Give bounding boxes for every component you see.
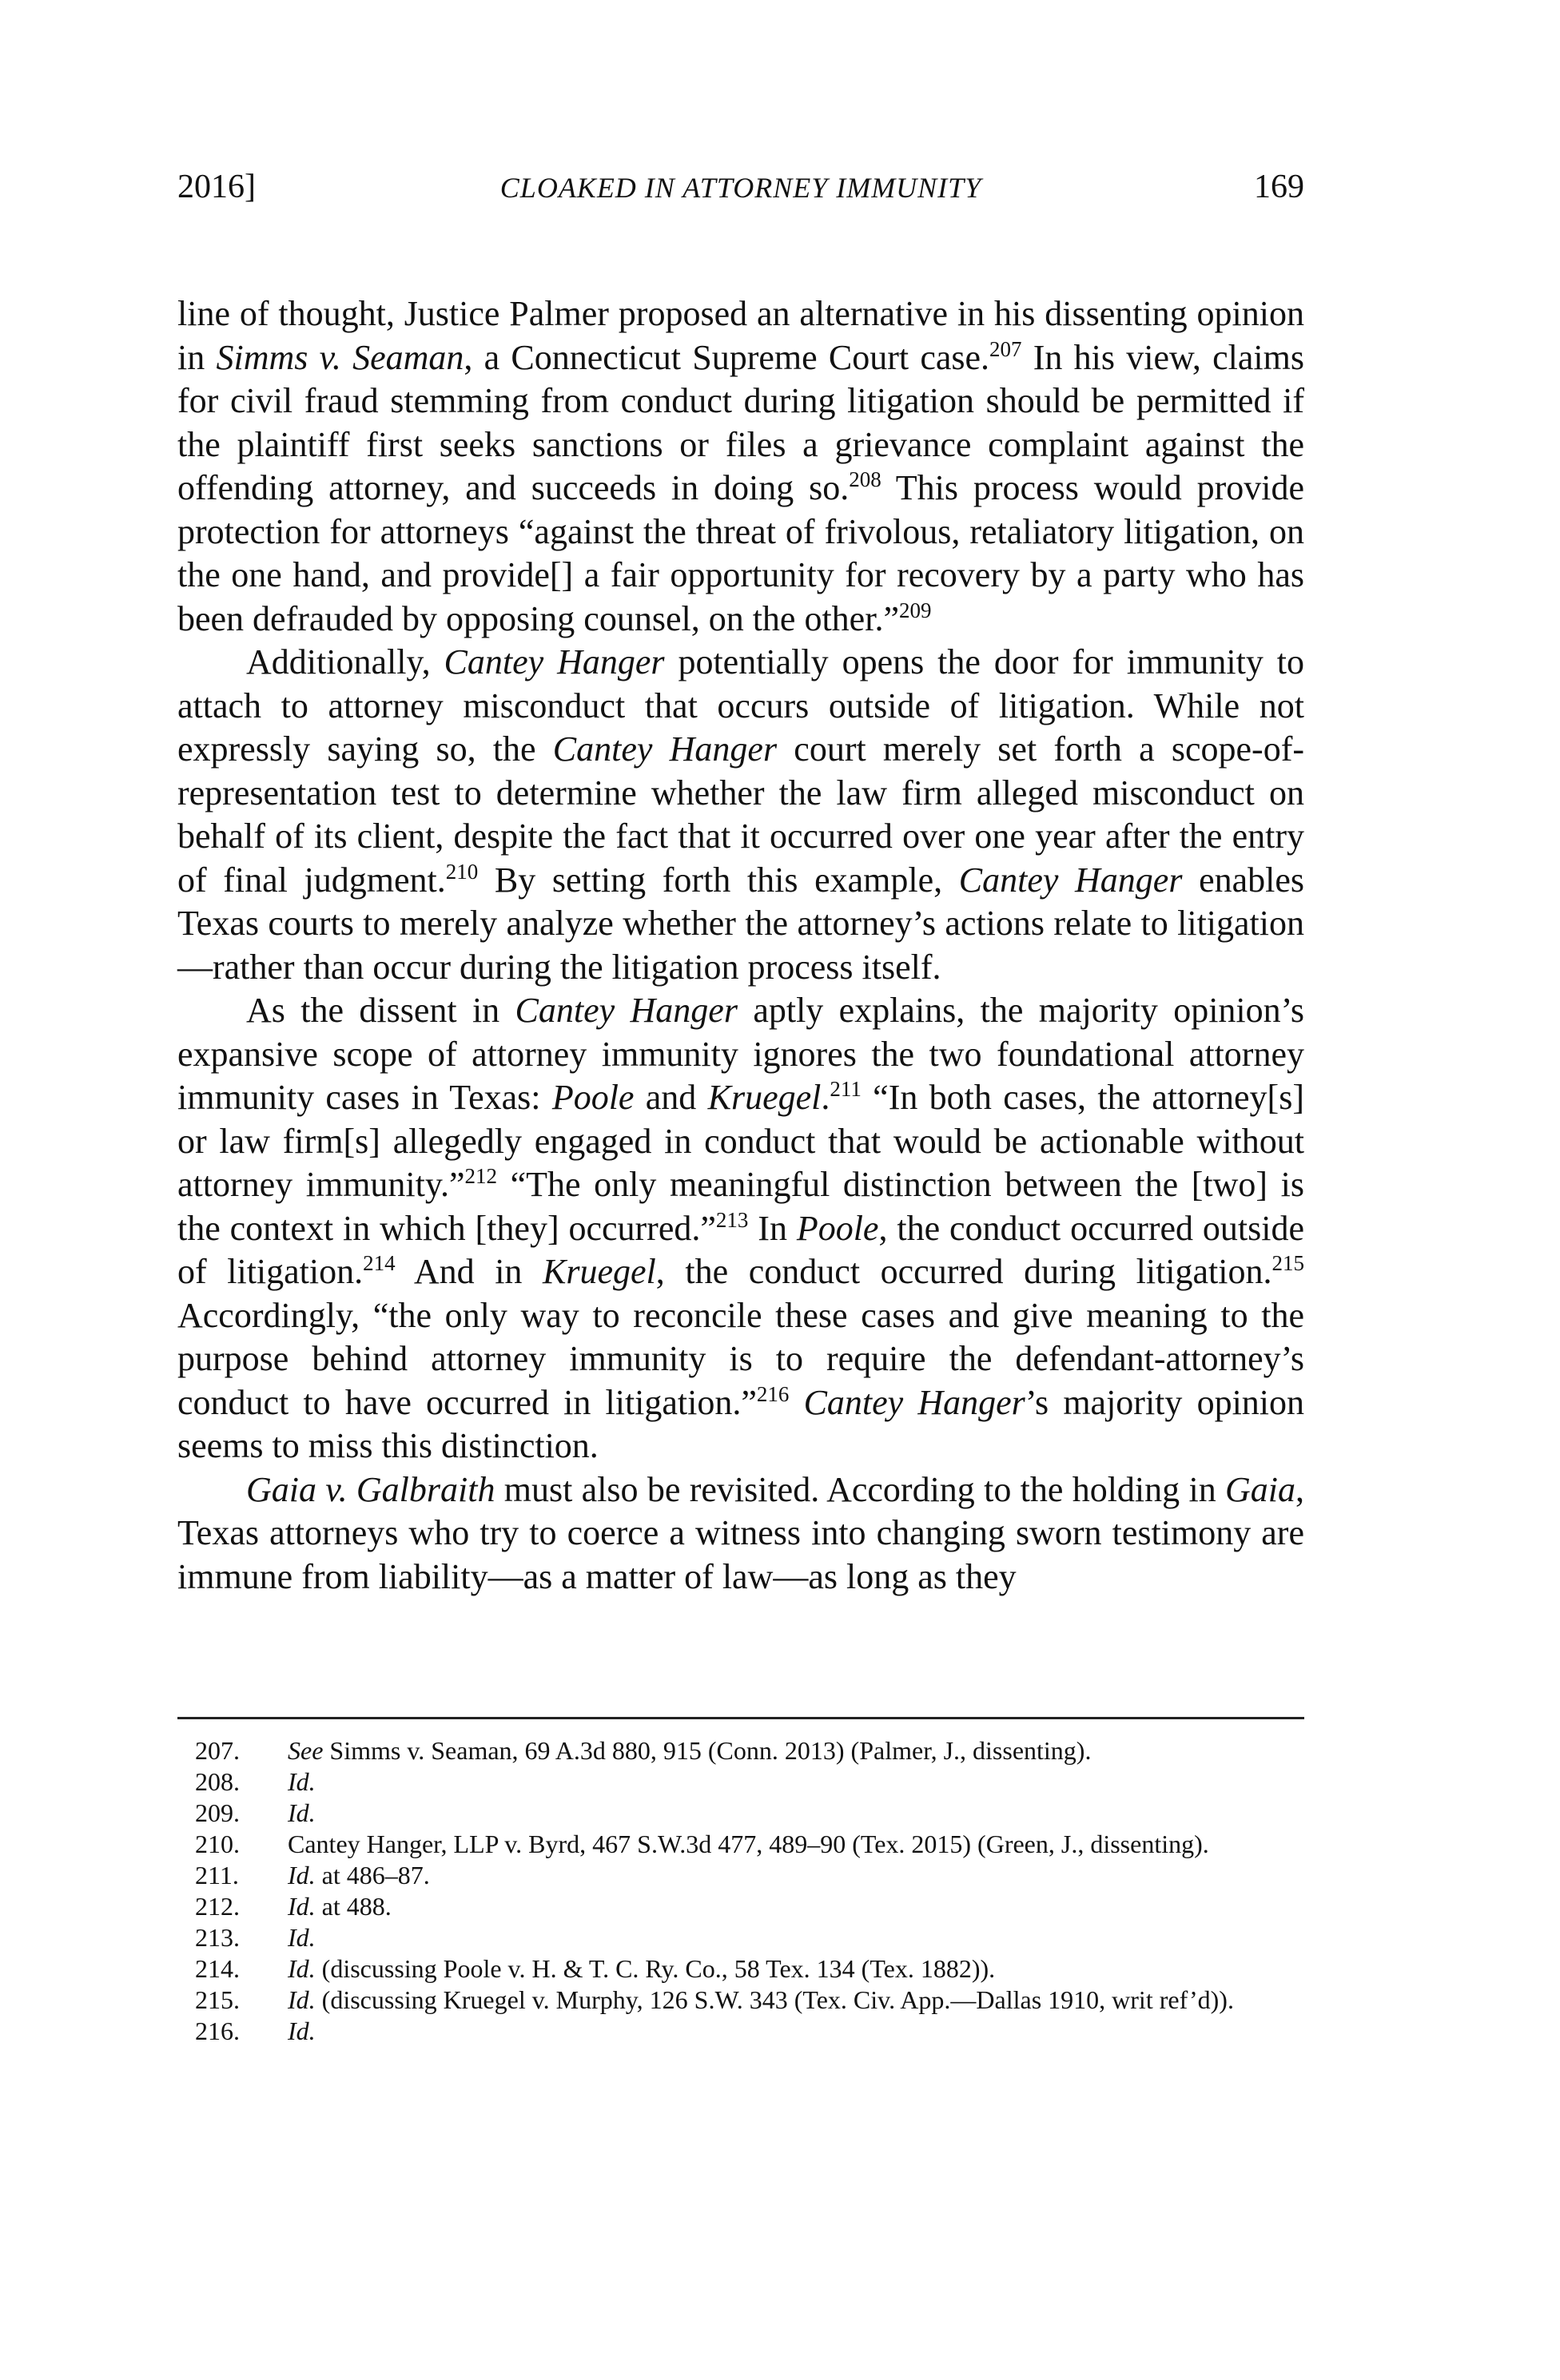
italic-text: Id.: [288, 1861, 316, 1889]
footnote-number: 210.: [195, 1830, 240, 1858]
text-run: court merely set forth a scope-of-representation test to determine whether the law firm alleged misconduct on behalf of its client, despite the fact that it occurred over one year after the entry of final judgment.: [177, 729, 1305, 900]
text-run: “In both cases, the attorney[s] or law firm[s] allegedly engaged in conduct that would be actionable without attorney immunity.”: [177, 1078, 1304, 1204]
footnote: [177, 1735, 1304, 1766]
footnote-number: 213.: [195, 1923, 240, 1952]
footnote-ref: 215: [1271, 1251, 1305, 1275]
italic-text: Gaia v. Galbraith: [246, 1469, 495, 1509]
text-run: , Texas attorneys who try to coerce a witness into changing sworn testimony are immune from liability—as a matter of law—as long as they: [177, 1469, 1305, 1596]
text-run: ’s majority opinion seems to miss this distinction.: [177, 1382, 1305, 1465]
italic-text: See: [288, 1736, 324, 1765]
text-run: By setting forth this example,: [478, 860, 959, 900]
body-paragraph: [177, 641, 1304, 989]
footnote-ref: 209: [898, 598, 932, 622]
italic-text: Cantey Hanger: [803, 1382, 1025, 1422]
footnote-number: 214.: [195, 1954, 240, 1983]
text-run: (discussing Kruegel v. Murphy, 126 S.W. 343 (Tex. Civ. App.—Dallas 1910, writ ref’d)).: [315, 1985, 1234, 2014]
page-number: 169: [1254, 169, 1304, 205]
italic-text: Id.: [288, 1954, 316, 1983]
running-header: [177, 168, 1304, 216]
italic-text: Cantey Hanger: [552, 729, 778, 769]
text-run: , the conduct occurred during litigation.: [655, 1252, 1272, 1291]
italic-text: Simms v. Seaman: [216, 337, 464, 377]
text-run: , a Connecticut Supreme Court case.: [464, 337, 990, 377]
body-paragraph: [177, 1468, 1304, 1599]
footnote-ref: 208: [849, 467, 881, 491]
text-run: and: [634, 1078, 708, 1117]
italic-text: Cantey Hanger: [515, 991, 738, 1030]
body-text: [177, 292, 1304, 1599]
text-run: Additionally,: [246, 642, 444, 681]
text-run: In his view, claims for civil fraud stemming from conduct during litigation should be permitted if the plaintiff first seeks sanctions or files a grievance complaint against the offending attorney, and succeeds in doing so.: [177, 337, 1305, 507]
body-paragraph: [177, 989, 1304, 1468]
italic-text: Kruegel: [707, 1078, 822, 1117]
footnote-ref: 211: [830, 1077, 862, 1101]
footnote-number: 208.: [195, 1767, 240, 1796]
text-run: As the dissent in: [246, 991, 515, 1030]
footnote: [177, 1829, 1304, 1860]
footnote-ref: 216: [756, 1381, 790, 1406]
text-run: Cantey Hanger, LLP v. Byrd, 467 S.W.3d 477, 489–90 (Tex. 2015) (Green, J., dissenting).: [288, 1830, 1209, 1858]
header-article-title: CLOAKED IN ATTORNEY IMMUNITY: [499, 172, 982, 204]
italic-text: Id.: [288, 1923, 316, 1952]
footnote-number: 207.: [195, 1736, 240, 1765]
footnote-number: 215.: [195, 1985, 240, 2014]
header-volume-year: 2016]: [177, 169, 256, 205]
text-run: Simms v. Seaman, 69 A.3d 880, 915 (Conn. 2013) (Palmer, J., dissenting).: [323, 1736, 1092, 1765]
italic-text: Poole: [796, 1208, 879, 1248]
text-run: And in: [395, 1252, 543, 1291]
footnote: [177, 1922, 1304, 1953]
footnote-ref: 212: [464, 1164, 498, 1188]
footnote: [177, 1766, 1304, 1798]
italic-text: Gaia: [1225, 1469, 1296, 1509]
text-run: [789, 1383, 803, 1422]
italic-text: Id.: [288, 2016, 316, 2045]
footnote-divider: [177, 1717, 1304, 1719]
text-run: potentially opens the door for immunity to attach to attorney misconduct that occurs outside of litigation. While not expressly saying so, the: [177, 642, 1304, 769]
italic-text: Id.: [288, 1892, 316, 1921]
text-run: at 488.: [315, 1892, 392, 1921]
text-run: enables Texas courts to merely analyze whether the attorney’s actions relate to litigation—rather than occur during the litigation process itself.: [177, 860, 1305, 987]
footnote: [177, 2016, 1304, 2047]
footnotes: [177, 1735, 1304, 2047]
footnote-ref: 207: [989, 336, 1022, 361]
text-run: aptly explains, the majority opinion’s expansive scope of attorney immunity ignores the two foundational attorney immunity cases in Texas:: [177, 991, 1304, 1117]
footnote: [177, 1798, 1304, 1829]
footnote: [177, 1953, 1304, 1985]
text-run: .: [821, 1078, 830, 1117]
text-run: , the conduct occurred outside of litigation.: [177, 1208, 1305, 1291]
footnote-ref: 213: [715, 1207, 749, 1232]
italic-text: Id.: [288, 1798, 316, 1827]
italic-text: Cantey Hanger: [444, 642, 665, 681]
text-run: at 486–87.: [315, 1861, 430, 1889]
italic-text: Id.: [288, 1985, 316, 2014]
footnote: [177, 1891, 1304, 1922]
text-run: “The only meaningful distinction between the [two] is the context in which [they] occurred.”: [177, 1165, 1304, 1248]
italic-text: Id.: [288, 1767, 316, 1796]
footnote-number: 209.: [195, 1798, 240, 1827]
italic-text: Cantey Hanger: [958, 860, 1183, 900]
text-run: must also be revisited. According to the holding in: [495, 1469, 1226, 1509]
italic-text: Kruegel: [543, 1252, 656, 1291]
italic-text: Poole: [551, 1078, 635, 1117]
body-paragraph: [177, 292, 1304, 641]
footnote-number: 212.: [195, 1892, 240, 1921]
text-run: In: [748, 1208, 797, 1248]
text-run: line of thought, Justice Palmer proposed an alternative in his dissenting opinion in: [177, 294, 1304, 377]
text-run: This process would provide protection for attorneys “against the threat of frivolous, retaliatory litigation, on the one hand, and provide[] a fair opportunity for recovery by a party who has been defrauded by opposing counsel, on the other.”: [177, 468, 1304, 638]
text-run: (discussing Poole v. H. & T. C. Ry. Co., 58 Tex. 134 (Tex. 1882)).: [315, 1954, 996, 1983]
footnote: [177, 1860, 1304, 1891]
footnote: [177, 1985, 1304, 2016]
footnote-number: 216.: [195, 2016, 240, 2045]
text-run: Accordingly, “the only way to reconcile these cases and give meaning to the purpose behind attorney immunity is to require the defendant-attorney’s conduct to have occurred in litigation.”: [177, 1295, 1304, 1422]
footnote-ref: 210: [445, 859, 479, 884]
footnote-ref: 214: [363, 1251, 396, 1275]
footnote-number: 211.: [195, 1861, 239, 1889]
